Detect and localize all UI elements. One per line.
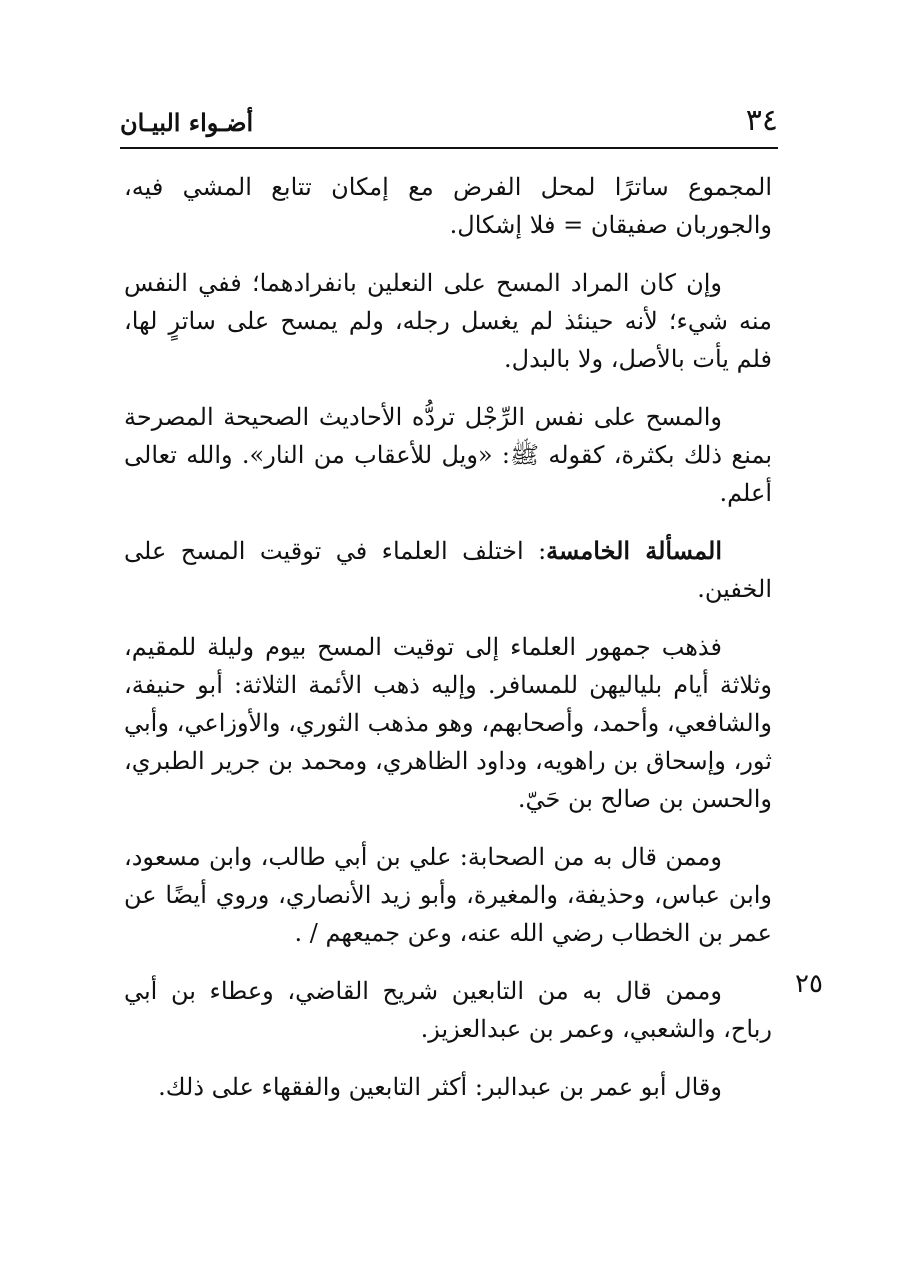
paragraph-5: وممن قال به من الصحابة: علي بن أبي طالب، وابن مسعود، وابن عباس، وحذيفة، والمغيرة، وأبو زيد الأنصاري، وروي أيضًا عن عمر بن الخطاب رضي الله عنه، وعن جميعهم / . [124, 843, 772, 947]
issue-text: : اختلف العلماء في توقيت المسح على الخفين. [124, 537, 772, 603]
margin-page-reference: ٢٥ [795, 969, 823, 999]
page-header [120, 100, 778, 144]
header-divider [120, 147, 778, 149]
running-title: أضـواء البيـان [120, 108, 254, 137]
paragraph-7: وقال أبو عمر بن عبدالبر: أكثر التابعين والفقهاء على ذلك. [158, 1073, 722, 1101]
page-number: ٣٤ [745, 103, 778, 138]
paragraph-1: المجموع ساترًا لمحل الفرض مع إمكان تتابع المشي فيه، والجوربان صفيقان = فلا إشكال. [124, 173, 772, 239]
issue-paragraph [124, 532, 772, 608]
paragraph-6: وممن قال به من التابعين شريح القاضي، وعطاء بن أبي رباح، والشعبي، وعمر بن عبدالعزيز. [124, 977, 772, 1043]
page-body [124, 168, 772, 1126]
paragraph-2: وإن كان المراد المسح على النعلين بانفرادهما؛ ففي النفس منه شيء؛ لأنه حينئذ لم يغسل رجله، ولم يمسح على ساترٍ لها، فلم يأت بالأصل، ولا بالبدل. [124, 269, 773, 373]
paragraph-3: والمسح على نفس الرِّجْل تردُّه الأحاديث الصحيحة المصرحة بمنع ذلك بكثرة، كقوله ﷺ: «ويل للأعقاب من النار». والله تعالى أعلم. [124, 403, 772, 507]
paragraph-4: فذهب جمهور العلماء إلى توقيت المسح بيوم وليلة للمقيم، وثلاثة أيام بلياليهن للمسافر. وإليه ذهب الأئمة الثلاثة: أبو حنيفة، والشافعي، وأحمد، وأصحابهم، وهو مذهب الثوري، والأوزاعي، وأبي ثور، وإسحاق بن راهويه، وداود الظاهري، ومحمد بن جرير الطبري، والحسن بن صالح بن حَيّ. [124, 633, 772, 813]
issue-heading: المسألة الخامسة [546, 536, 723, 565]
